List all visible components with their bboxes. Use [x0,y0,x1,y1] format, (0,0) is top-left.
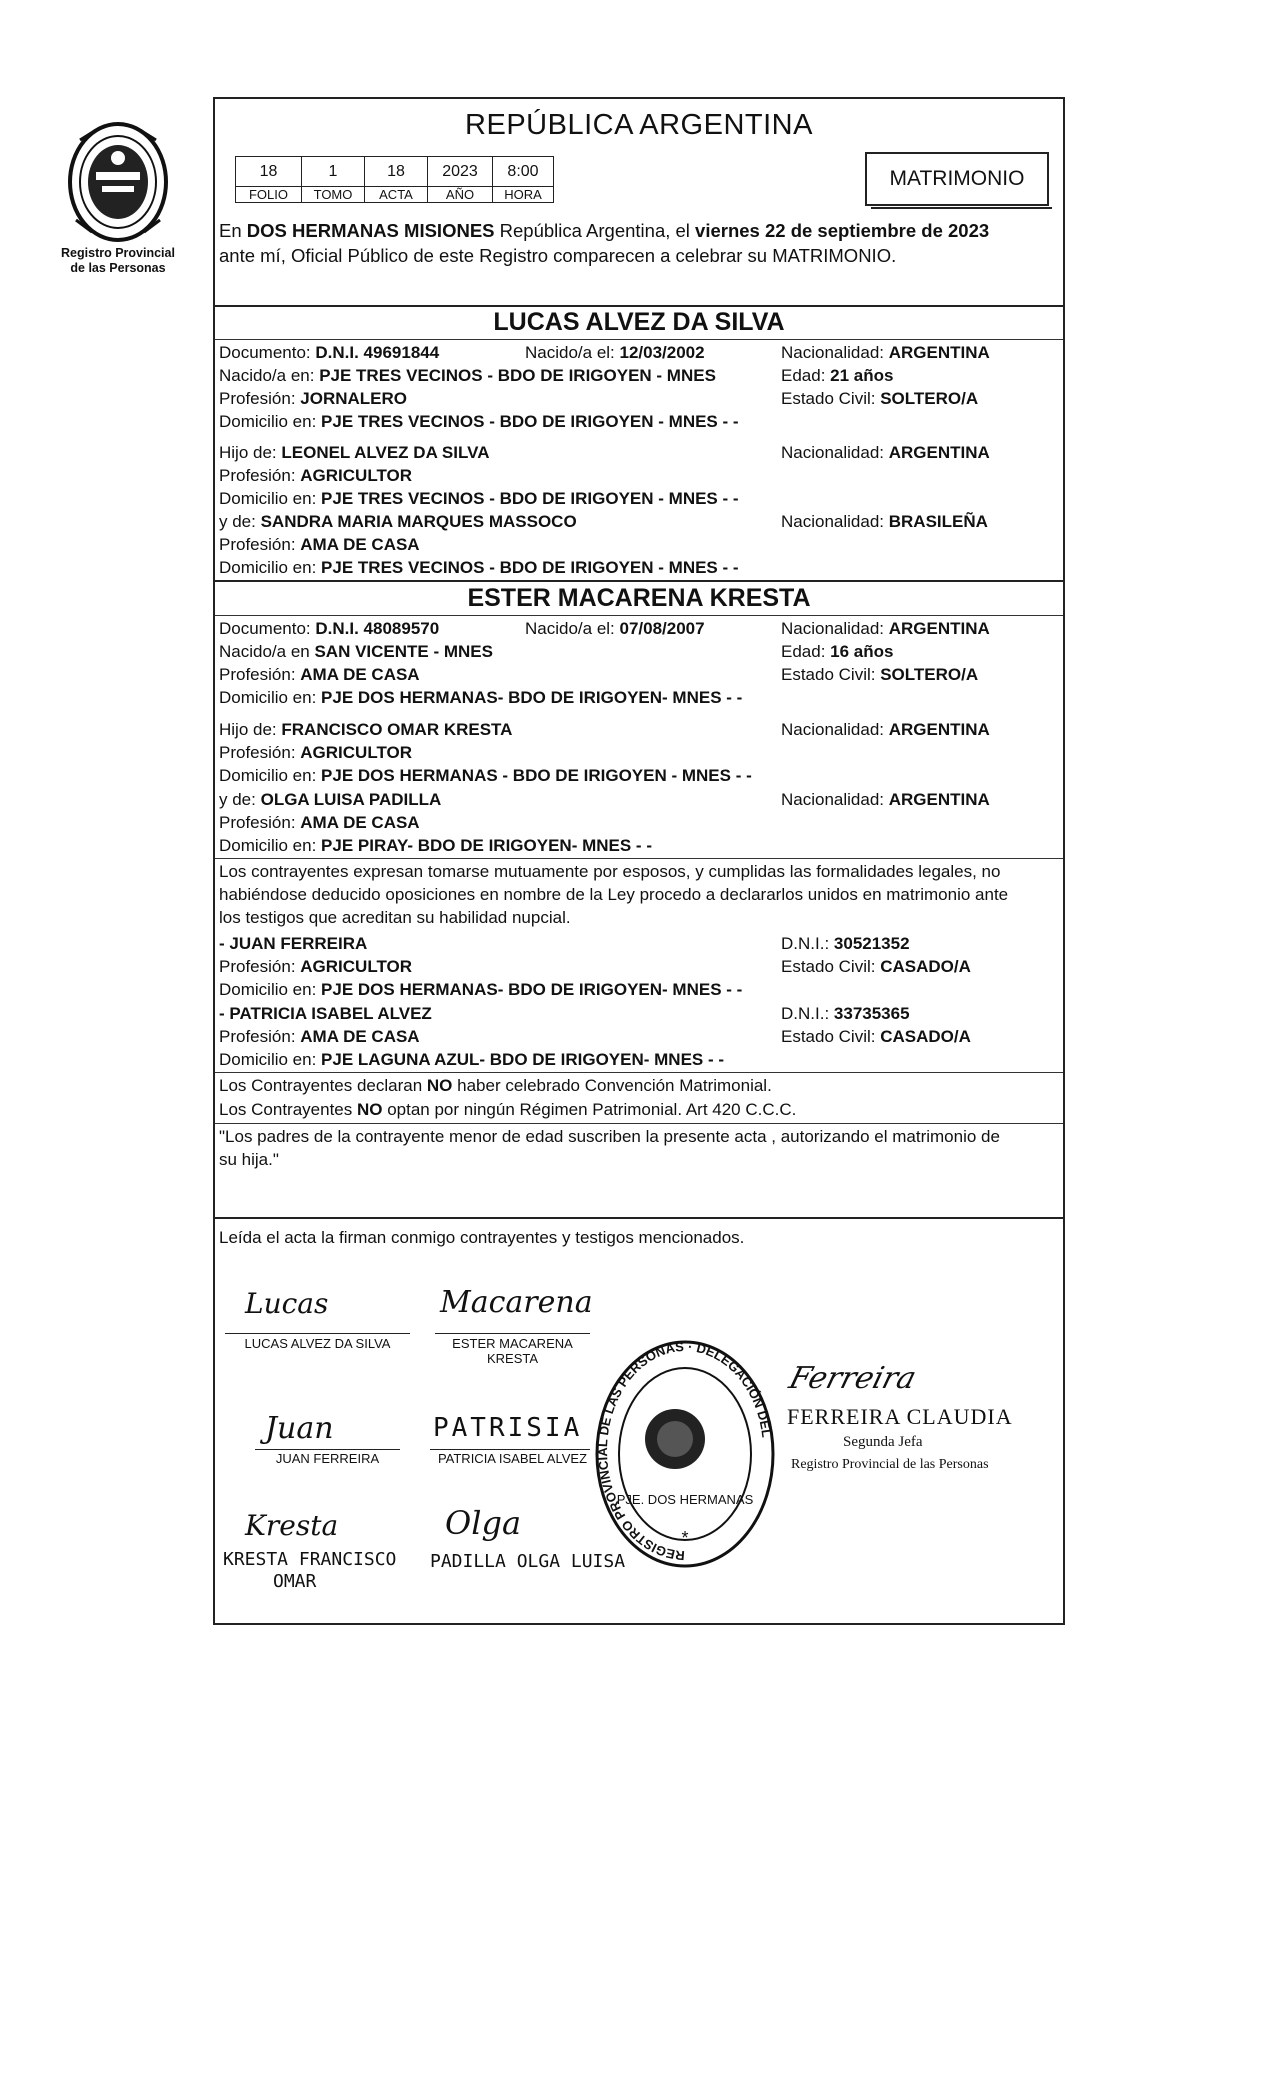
declaration-line-3: los testigos que acreditan su habilidad nupcial. [219,908,571,927]
value: BRASILEÑA [888,512,988,531]
value: ARGENTINA [888,790,990,809]
intro-line-2: ante mí, Oficial Público de este Registro comparecen a celebrar su MATRIMONIO. [219,245,897,266]
witness-2-name [219,1003,432,1024]
value: ARGENTINA [888,720,990,739]
label: Hijo de: [219,443,282,462]
label: Nacido/a en [219,642,315,661]
official-seal [595,1339,775,1569]
bride-nacionalidad [781,618,990,639]
witness-1-domicilio [219,979,742,1000]
witness-2-estado-civil [781,1026,971,1047]
label: Domicilio en: [219,688,322,707]
groom-nacionalidad [781,342,990,363]
groom-documento [219,342,439,363]
value: CASADO/A [880,1027,971,1046]
value: PJE TRES VECINOS - BDO DE IRIGOYEN - MNES - - [321,412,739,431]
folio-value: 18 [236,157,302,187]
label: Nacionalidad: [781,343,889,362]
value: ARGENTINA [888,619,990,638]
intro-date: viernes 22 de septiembre de 2023 [695,220,990,241]
label: Estado Civil: [781,389,881,408]
registry-emblem-icon [66,120,170,245]
value: FRANCISCO OMAR KRESTA [281,720,513,739]
officer-title: Segunda Jefa [843,1434,923,1450]
label: Nacido/a en: [219,366,320,385]
witness-1-sig-label: JUAN FERREIRA [275,1451,380,1466]
value: AMA DE CASA [300,813,420,832]
groom-mother [219,511,577,532]
intro-place: DOS HERMANAS MISIONES [246,220,495,241]
intro-text-b: República Argentina, el [494,220,696,241]
witness-2-signature: PATRISIA [433,1413,583,1443]
value: AMA DE CASA [300,535,420,554]
text: haber celebrado Convención Matrimonial. [452,1076,772,1095]
value: D.N.I. 49691844 [315,343,440,362]
text: optan por ningún Régimen Patrimonial. Art 420 C.C.C. [382,1100,797,1119]
label: D.N.I.: [781,1004,834,1023]
label: Documento: [219,343,316,362]
value: AGRICULTOR [300,957,413,976]
witness-2-profesion [219,1026,420,1047]
value: PJE PIRAY- BDO DE IRIGOYEN- MNES - - [321,836,652,855]
value: 21 años [830,366,894,385]
value: PJE TRES VECINOS - BDO DE IRIGOYEN - MNES [319,366,716,385]
label: D.N.I.: [781,934,834,953]
mother-handwritten-name: PADILLA OLGA LUISA [430,1551,626,1572]
emphasis: NO [426,1076,453,1095]
intro-text-a: En [219,220,247,241]
label: Domicilio en: [219,489,322,508]
bride-father-nacionalidad [781,719,990,740]
label: Nacionalidad: [781,443,889,462]
declaration-line-1: Los contrayentes expresan tomarse mutuamente por esposos, y cumplidas las formalidades legales, no [219,862,1001,881]
witness-1-name [219,933,367,954]
value: OLGA LUISA PADILLA [260,790,442,809]
father-handwritten-name [223,1549,396,1593]
groom-estado-civil [781,388,978,409]
value: SANDRA MARIA MARQUES MASSOCO [260,512,577,531]
emphasis: NO [356,1100,383,1119]
seal-inner-text: PJE. DOS HERMANAS [616,1492,754,1507]
value: 07/08/2007 [619,619,705,638]
intro-line-1 [219,219,989,243]
mother-signature: Olga [445,1504,522,1542]
label: Nacionalidad: [781,619,889,638]
logo-caption-line-2: de las Personas [70,261,166,275]
declaration-line-2: habiéndose deducido oposiciones en nombre de la Ley procedo a declararlos unidos en matrimonio ante [219,885,1009,904]
act-codes-table [235,156,554,203]
bride-profesion [219,664,420,685]
logo-caption-line-1: Registro Provincial [61,246,175,260]
bride-documento [219,618,439,639]
witness-1-estado-civil [781,956,971,977]
tomo-label: TOMO [302,187,365,203]
bride-father-domicilio [219,765,752,786]
bride-mother-nacionalidad [781,789,990,810]
nota-line-2: su hija." [219,1150,279,1169]
value: 12/03/2002 [619,343,705,362]
label: Profesión: [219,535,301,554]
value: AGRICULTOR [300,743,413,762]
folio-label: FOLIO [236,187,302,203]
act-type-box: MATRIMONIO [865,152,1049,206]
value: D.N.I. 48089570 [315,619,440,638]
label: Domicilio en: [219,558,322,577]
groom-profesion [219,388,407,409]
text: Los Contrayentes declaran [219,1076,427,1095]
value: JORNALERO [300,389,407,408]
label: Domicilio en: [219,836,322,855]
label: Nacionalidad: [781,790,889,809]
nota-line-1: "Los padres de la contrayente menor de edad suscriben la presente acta , autorizando el matrimonio de [219,1127,1000,1146]
hora-label: HORA [493,187,554,203]
father-hand-line-2: OMAR [273,1571,317,1592]
label: Profesión: [219,466,301,485]
witness-1-profesion [219,956,412,977]
witness-2-domicilio [219,1049,724,1070]
value: PJE DOS HERMANAS - BDO DE IRIGOYEN - MNES - - [321,766,752,785]
father-hand-line-1: KRESTA FRANCISCO [223,1549,397,1570]
label: Profesión: [219,665,301,684]
label: Domicilio en: [219,1050,322,1069]
value: PJE TRES VECINOS - BDO DE IRIGOYEN - MNES - - [321,558,739,577]
ano-label: AÑO [428,187,493,203]
bride-father-profesion [219,742,412,763]
bride-edad [781,641,893,662]
acta-label: ACTA [365,187,428,203]
groom-edad [781,365,893,386]
label: Profesión: [219,1027,301,1046]
value: SOLTERO/A [880,665,979,684]
closing-text: Leída el acta la firman conmigo contrayentes y testigos mencionados. [219,1228,745,1247]
label: Profesión: [219,957,301,976]
value: AMA DE CASA [300,665,420,684]
bride-signature: Macarena [440,1285,593,1320]
bride-mother [219,789,441,810]
groom-father [219,442,489,463]
bride-mother-profesion [219,812,420,833]
groom-father-nacionalidad [781,442,990,463]
groom-nacido-el [525,342,705,363]
value: ARGENTINA [888,443,990,462]
label: Hijo de: [219,720,282,739]
officer-signature: Ferreira [785,1361,920,1396]
groom-father-profesion [219,465,412,486]
value: SAN VICENTE - MNES [314,642,493,661]
label: Edad: [781,642,831,661]
label: Nacido/a el: [525,343,620,362]
value: 33735365 [833,1004,910,1023]
label: Domicilio en: [219,766,322,785]
ano-value: 2023 [428,157,493,187]
hora-value: 8:00 [493,157,554,187]
value: AMA DE CASA [300,1027,420,1046]
label: Profesión: [219,389,301,408]
witness-1-dni [781,933,910,954]
country-title: REPÚBLICA ARGENTINA [465,109,813,141]
groom-mother-domicilio [219,557,739,578]
acta-value: 18 [365,157,428,187]
value: AGRICULTOR [300,466,413,485]
value: PJE LAGUNA AZUL- BDO DE IRIGOYEN- MNES - - [321,1050,725,1069]
bride-father [219,719,512,740]
officer-org: Registro Provincial de las Personas [791,1457,989,1472]
groom-name: LUCAS ALVEZ DA SILVA [493,308,785,336]
groom-nacido-en [219,365,716,386]
bride-name: ESTER MACARENA KRESTA [467,584,811,612]
label: Estado Civil: [781,1027,881,1046]
bride-sig-label [435,1336,590,1366]
groom-domicilio [219,411,739,432]
convencion-line-1 [219,1075,772,1096]
groom-mother-profesion [219,534,420,555]
value: PJE DOS HERMANAS- BDO DE IRIGOYEN- MNES - - [321,688,743,707]
groom-sig-label: LUCAS ALVEZ DA SILVA [244,1336,391,1351]
value: LEONEL ALVEZ DA SILVA [281,443,490,462]
text: Los Contrayentes [219,1100,357,1119]
groom-father-domicilio [219,488,739,509]
label: Edad: [781,366,831,385]
label: Domicilio en: [219,980,322,999]
value: SOLTERO/A [880,389,979,408]
bride-nacido-en [219,641,493,662]
value: - PATRICIA ISABEL ALVEZ [219,1004,432,1023]
bride-sig-label-line-1: ESTER MACARENA [452,1336,573,1351]
value: ARGENTINA [888,343,990,362]
bride-estado-civil [781,664,978,685]
groom-mother-nacionalidad [781,511,988,532]
label: Nacionalidad: [781,720,889,739]
value: PJE TRES VECINOS - BDO DE IRIGOYEN - MNES - - [321,489,739,508]
witness-1-signature: Juan [265,1411,334,1446]
svg-text:*: * [681,1528,689,1548]
label: Estado Civil: [781,665,881,684]
label: Profesión: [219,743,301,762]
label: Estado Civil: [781,957,881,976]
label: Profesión: [219,813,301,832]
value: 16 años [830,642,894,661]
bride-domicilio [219,687,742,708]
bride-mother-domicilio [219,835,652,856]
label: y de: [219,790,261,809]
marriage-certificate [213,97,1065,1625]
seal-ring-text: REGISTRO PROVINCIAL DE LAS PERSONAS · DELEGACIÓN DEL [595,1339,775,1564]
label: Domicilio en: [219,412,322,431]
label: y de: [219,512,261,531]
label: Nacido/a el: [525,619,620,638]
value: 30521352 [833,934,910,953]
bride-nacido-el [525,618,705,639]
logo-caption [48,246,188,276]
convencion-line-2 [219,1099,796,1120]
groom-signature: Lucas [245,1287,329,1320]
label: Documento: [219,619,316,638]
witness-2-sig-label: PATRICIA ISABEL ALVEZ [437,1451,588,1466]
witness-2-dni [781,1003,910,1024]
tomo-value: 1 [302,157,365,187]
officer-name: FERREIRA CLAUDIA [787,1404,1013,1429]
registry-logo [66,120,170,245]
label: Nacionalidad: [781,512,889,531]
value: PJE DOS HERMANAS- BDO DE IRIGOYEN- MNES - - [321,980,743,999]
bride-sig-label-line-2: KRESTA [486,1351,539,1366]
value: - JUAN FERREIRA [219,934,368,953]
value: CASADO/A [880,957,971,976]
seal-icon [595,1339,775,1569]
father-signature: Kresta [245,1509,339,1542]
